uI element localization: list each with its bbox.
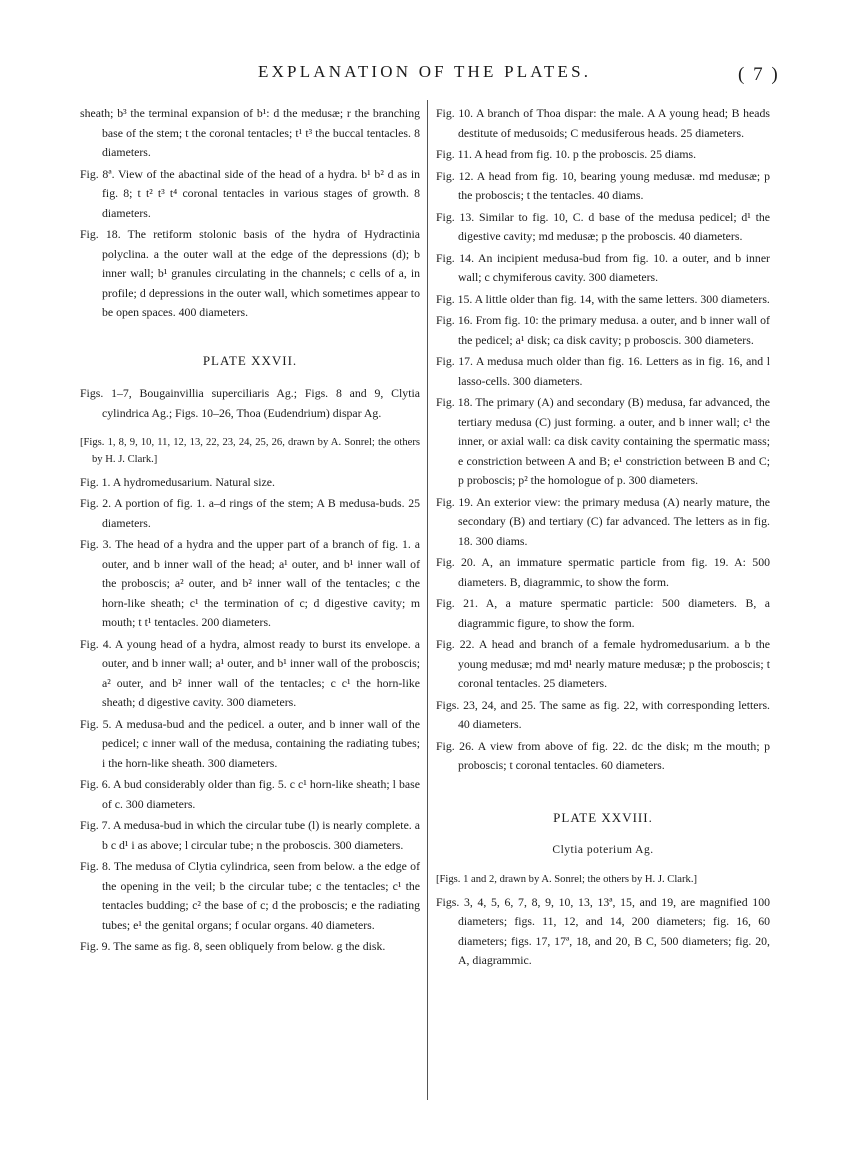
figure-caption: Fig. 18. The primary (A) and secondary (B) medusa, far advanced, the tertiary medusa (C) just forming. a outer, and b inner wall; c¹ the inner, or axial wall: ca disk cavity containing the spermatic mass; e constriction between A and B; e¹ constriction between B and C; p proboscis; p² the homologue of p. 300 diameters. xyxy=(436,395,770,487)
figure-caption: Fig. 10. A branch of Thoa dispar: the male. A A young head; B heads destitute of medusoids; C medusiferous heads. 25 diameters. xyxy=(436,106,770,140)
figure-caption: Fig. 7. A medusa-bud in which the circular tube (l) is nearly complete. a b c d¹ i as above; l circular tube; n the proboscis. 300 diameters. xyxy=(80,818,420,852)
right-column xyxy=(436,104,770,973)
figure-caption: Fig. 18. The retiform stolonic basis of the hydra of Hydractinia polyclina. a the outer wall at the edge of the depressions (d); b inner wall; b¹ granules circulating in the channels; c cells of a, in profile; d depressions in the outer wall, which sometimes appear to be open spaces. 400 diameters. xyxy=(80,227,420,319)
figure-caption: Fig. 1. A hydromedusarium. Natural size. xyxy=(80,474,275,489)
plate-subtitle: Clytia poterium Ag. xyxy=(552,844,654,856)
figure-caption: Fig. 6. A bud considerably older than fig. 5. c c¹ horn-like sheath; l base of c. 300 diameters. xyxy=(80,777,420,811)
left-column xyxy=(80,104,420,959)
figure-caption: Fig. 13. Similar to fig. 10, C. d base of the medusa pedicel; d¹ the digestive cavity; md medusæ; p the proboscis. 40 diameters. xyxy=(436,209,770,243)
page-header xyxy=(0,58,850,88)
figure-caption: Fig. 8ª. View of the abactinal side of the head of a hydra. b¹ b² d as in fig. 8; t t² t³ t⁴ coronal tentacles in various stages of growth. 8 diameters. xyxy=(80,166,420,220)
plate-subtitle: Figs. 1–7, Bougainvillia superciliaris Ag.; Figs. 8 and 9, Clytia cylindrica Ag.; Figs. 10–26, Thoa (Eudendrium) dispar Ag. xyxy=(80,386,420,420)
figure-caption: Fig. 17. A medusa much older than fig. 16. Letters as in fig. 16, and l lasso-cells. 300 diameters. xyxy=(436,354,770,388)
figure-caption: Fig. 26. A view from above of fig. 22. dc the disk; m the mouth; p proboscis; t coronal tentacles. 60 diameters. xyxy=(436,738,770,772)
figure-caption: Fig. 8. The medusa of Clytia cylindrica, seen from below. a the edge of the opening in the veil; b the circular tube; c the tentacles; c¹ the tentacles budding; c² the base of c; d the proboscis; e the radiating tubes; e¹ the genital organs; f ocular organs. 40 diameters. xyxy=(80,859,420,932)
figure-caption: Fig. 22. A head and branch of a female hydromedusarium. a b the young medusæ; md md¹ nearly mature medusæ; p the proboscis; t coronal tentacles. 25 diameters. xyxy=(436,637,770,690)
plate-title: PLATE XXVIII. xyxy=(553,809,653,825)
figure-caption: Fig. 11. A head from fig. 10. p the proboscis. 25 diams. xyxy=(436,147,697,161)
figure-caption: Fig. 3. The head of a hydra and the upper part of a branch of fig. 1. a outer, and b inner wall of the head; a¹ outer, and b¹ inner wall of the proboscis; a² outer, and b² inner wall of the tentacles; c the horn-like sheath; c¹ the termination of c; d digestive cavity; m mouth; t t¹ tentacles. 200 diameters. xyxy=(80,537,420,630)
figure-caption: Figs. 23, 24, and 25. The same as fig. 22, with corresponding letters. 40 diameters. xyxy=(436,697,770,731)
figure-caption: sheath; b³ the terminal expansion of b¹: d the medusæ; r the branching base of the stem; t the coronal tentacles; t¹ t³ the buccal tentacles. 8 diameters. xyxy=(80,106,420,159)
column-divider xyxy=(427,100,428,1100)
plate-note: [Figs. 1, 8, 9, 10, 11, 12, 13, 22, 23, 24, 25, 26, drawn by A. Sonrel; the others by H. J. Clark.] xyxy=(80,436,420,466)
figure-caption: Fig. 14. An incipient medusa-bud from fig. 10. a outer, and b inner wall; c chymiferous cavity. 300 diameters. xyxy=(436,250,770,284)
figure-caption: Fig. 2. A portion of fig. 1. a–d rings of the stem; A B medusa-buds. 25 diameters. xyxy=(80,496,420,530)
figure-caption: Fig. 19. An exterior view: the primary medusa (A) nearly mature, the secondary (B) and tertiary (C) far advanced. The letters as in fig. 18. 300 diams. xyxy=(436,494,770,548)
figure-caption: Fig. 12. A head from fig. 10, bearing young medusæ. md medusæ; p the proboscis; t the tentacles. 40 diams. xyxy=(436,168,770,202)
plate-title: PLATE XXVII. xyxy=(202,352,298,368)
figure-caption: Fig. 20. A, an immature spermatic particle from fig. 19. A: 500 diameters. B, diagrammic, to show the form. xyxy=(436,555,770,589)
figure-caption: Fig. 9. The same as fig. 8, seen obliquely from below. g the disk. xyxy=(80,939,386,954)
page-number: ( 7 ) xyxy=(738,64,780,85)
figure-caption: Fig. 5. A medusa-bud and the pedicel. a outer, and b inner wall of the pedicel; c inner wall of the medusa, containing the radiating tubes; i the horn-like sheath. 300 diameters. xyxy=(80,716,420,770)
figure-caption: Fig. 4. A young head of a hydra, almost ready to burst its envelope. a outer, and b inner wall; a¹ outer, and b¹ inner wall of the proboscis; a² outer, and b² inner wall of the tentacles; c c¹ the horn-like sheath; d digestive cavity. 300 diameters. xyxy=(80,636,420,710)
plate-note: [Figs. 1 and 2, drawn by A. Sonrel; the others by H. J. Clark.] xyxy=(436,874,697,886)
running-title: EXPLANATION OF THE PLATES. xyxy=(258,62,592,81)
figure-caption: Fig. 21. A, a mature spermatic particle: 500 diameters. B, a diagrammic figure, to show the form. xyxy=(436,596,770,630)
figure-caption: Fig. 16. From fig. 10: the primary medusa. a outer, and b inner wall of the pedicel; a¹ disk; ca disk cavity; p proboscis. 300 diameters. xyxy=(436,313,770,347)
figure-caption: Figs. 3, 4, 5, 6, 7, 8, 9, 10, 13, 13ª, 15, and 19, are magnified 100 diameters; figs. 11, 12, and 14, 200 diameters; fig. 16, 60 diameters; figs. 17, 17ª, 18, and 20, B C, 500 diameters; fig. 20, A, diagrammic. xyxy=(436,894,770,968)
figure-caption: Fig. 15. A little older than fig. 14, with the same letters. 300 diameters. xyxy=(436,291,770,306)
